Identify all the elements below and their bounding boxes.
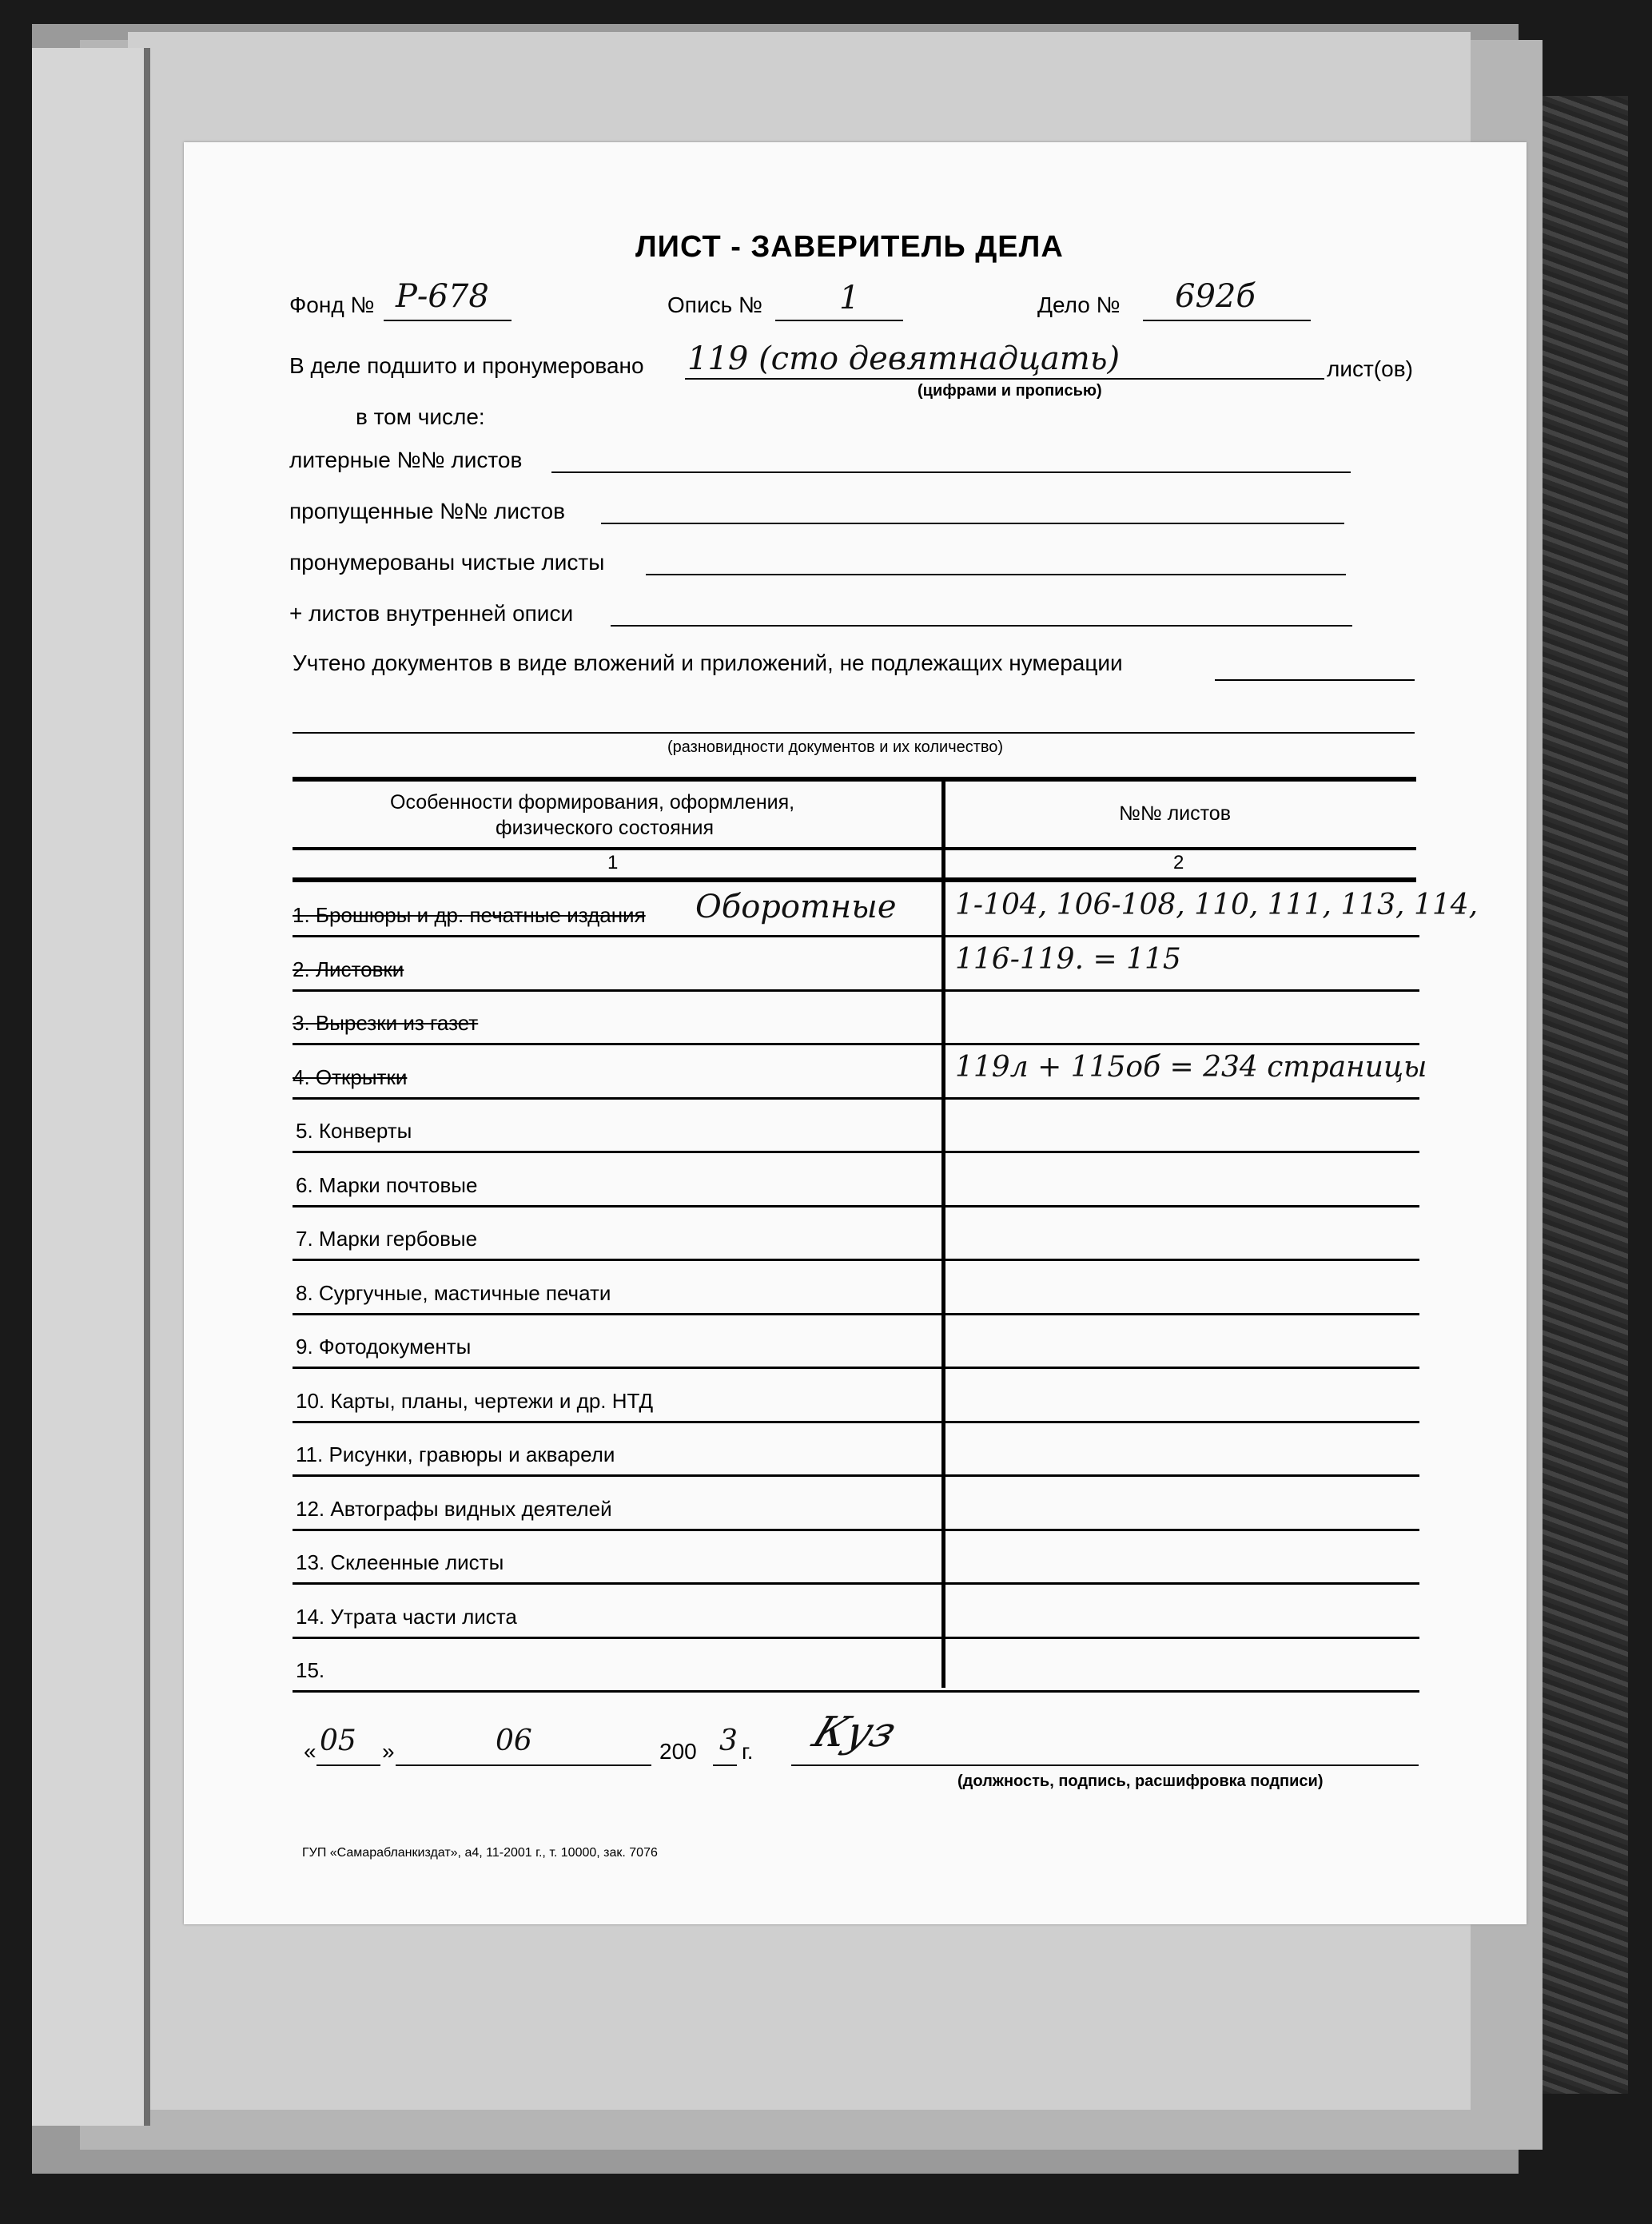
missed-sheets-line: [601, 523, 1344, 524]
row-2-label: 2. Листовки: [293, 957, 404, 981]
including-label: в том числе:: [356, 404, 485, 429]
date-year-suffix: г.: [742, 1739, 754, 1764]
delo-underline: [1143, 320, 1311, 321]
row-11-label: 11. Рисунки, гравюры и акварели: [296, 1442, 615, 1466]
date-year-digit: 3: [719, 1725, 738, 1757]
table-bottom-rule: [293, 1690, 1419, 1693]
signature-hint: (должность, подпись, расшифровка подписи): [957, 1772, 1324, 1790]
opis-label: Опись №: [667, 292, 762, 317]
missed-sheets-label: пропущенные №№ листов: [289, 499, 565, 523]
row-7-rule: [293, 1259, 1419, 1261]
attached-docs-line: [1215, 679, 1415, 681]
attached-docs-label: Учтено документов в виде вложений и приложений, не подлежащих нумерации: [293, 650, 1123, 675]
blank-sheets-label: пронумерованы чистые листы: [289, 550, 605, 575]
row-10-rule: [293, 1421, 1419, 1423]
row-13-label: 13. Склеенные листы: [296, 1550, 504, 1574]
row-5-rule: [293, 1151, 1419, 1153]
printer-note: ГУП «Самарабланкиздат», а4, 11-2001 г., т. 10000, зак. 7076: [302, 1846, 658, 1860]
date-day: 05: [320, 1725, 356, 1757]
row-9-label: 9. Фотодокументы: [296, 1335, 472, 1359]
table-column-divider: [941, 777, 945, 1688]
row-11-rule: [293, 1474, 1419, 1477]
date-close-quote: »: [382, 1739, 395, 1764]
col1-header-line1: Особенности формирования, оформления,: [390, 791, 795, 814]
date-month-underline: [396, 1764, 651, 1766]
row-1-note: Оборотные: [695, 889, 897, 925]
row-12-label: 12. Автографы видных деятелей: [296, 1496, 612, 1521]
col1-number: 1: [607, 852, 619, 873]
sewn-value: 119 (сто девятнадцать): [687, 340, 1121, 377]
delo-label: Дело №: [1037, 292, 1121, 317]
row-5-label: 5. Конверты: [296, 1119, 412, 1143]
row-9-rule: [293, 1367, 1419, 1369]
opis-underline: [775, 320, 903, 321]
date-year-prefix: 200: [659, 1739, 697, 1764]
sewn-underline: [685, 378, 1324, 380]
row-6-rule: [293, 1205, 1419, 1207]
inner-inventory-line: [611, 625, 1352, 627]
document-title: ЛИСТ - ЗАВЕРИТЕЛЬ ДЕЛА: [635, 230, 1064, 264]
row-4-rule: [293, 1097, 1419, 1100]
inner-inventory-label: + листов внутренней описи: [289, 601, 574, 626]
date-year-underline: [713, 1764, 737, 1766]
fond-label: Фонд №: [289, 292, 375, 317]
row-13-rule: [293, 1582, 1419, 1585]
row-1-label: 1. Брошюры и др. печатные издания: [293, 903, 646, 927]
blank-sheets-line: [646, 574, 1346, 575]
row-1-sheets: 1-104, 106-108, 110, 111, 113, 114,: [955, 889, 1479, 921]
date-month: 06: [496, 1725, 532, 1757]
attached-docs-hint: (разновидности документов и их количество): [667, 738, 1004, 756]
row-7-label: 7. Марки гербовые: [296, 1227, 478, 1251]
fond-underline: [384, 320, 512, 321]
row-6-label: 6. Марки почтовые: [296, 1172, 478, 1197]
row-12-rule: [293, 1529, 1419, 1531]
row-3-label: 3. Вырезки из газет: [293, 1011, 479, 1035]
signature-line: [791, 1764, 1419, 1766]
row-14-rule: [293, 1637, 1419, 1639]
row-10-label: 10. Карты, планы, чертежи и др. НТД: [296, 1388, 654, 1413]
date-open-quote: «: [304, 1739, 316, 1764]
attached-docs-line-2: [293, 732, 1415, 734]
row-14-label: 14. Утрата части листа: [296, 1604, 517, 1629]
delo-value: 692б: [1175, 278, 1256, 315]
row-8-label: 8. Сургучные, мастичные печати: [296, 1280, 611, 1305]
row-3-rule: [293, 1043, 1419, 1045]
row-2-sheets: 116-119. = 115: [955, 942, 1181, 976]
row-15-label: 15.: [296, 1658, 325, 1682]
date-day-underline: [316, 1764, 380, 1766]
sewn-label: В деле подшито и пронумеровано: [289, 353, 644, 378]
row-4-label: 4. Открытки: [293, 1064, 408, 1089]
table-header-divider: [293, 847, 1416, 850]
opis-value: 1: [839, 280, 860, 316]
col1-header-line2: физического состояния: [496, 817, 715, 839]
signature: Куз: [806, 1709, 903, 1757]
row-4-sheets: 119л + 115об = 234 страницы: [955, 1050, 1427, 1084]
certification-sheet: [184, 142, 1527, 1924]
col2-header: №№ листов: [1119, 802, 1231, 825]
row-1-rule: [293, 935, 1419, 937]
fond-value: Р-678: [396, 278, 489, 315]
table-top-border: [293, 777, 1416, 782]
sewn-hint: (цифрами и прописью): [918, 382, 1102, 400]
literal-sheets-label: литерные №№ листов: [289, 448, 523, 472]
folder-spine: [32, 48, 150, 2126]
col2-number: 2: [1173, 852, 1184, 873]
row-8-rule: [293, 1313, 1419, 1315]
table-numbers-divider: [293, 877, 1416, 882]
sewn-suffix: лист(ов): [1327, 356, 1413, 381]
row-2-rule: [293, 989, 1419, 992]
literal-sheets-line: [551, 471, 1351, 473]
